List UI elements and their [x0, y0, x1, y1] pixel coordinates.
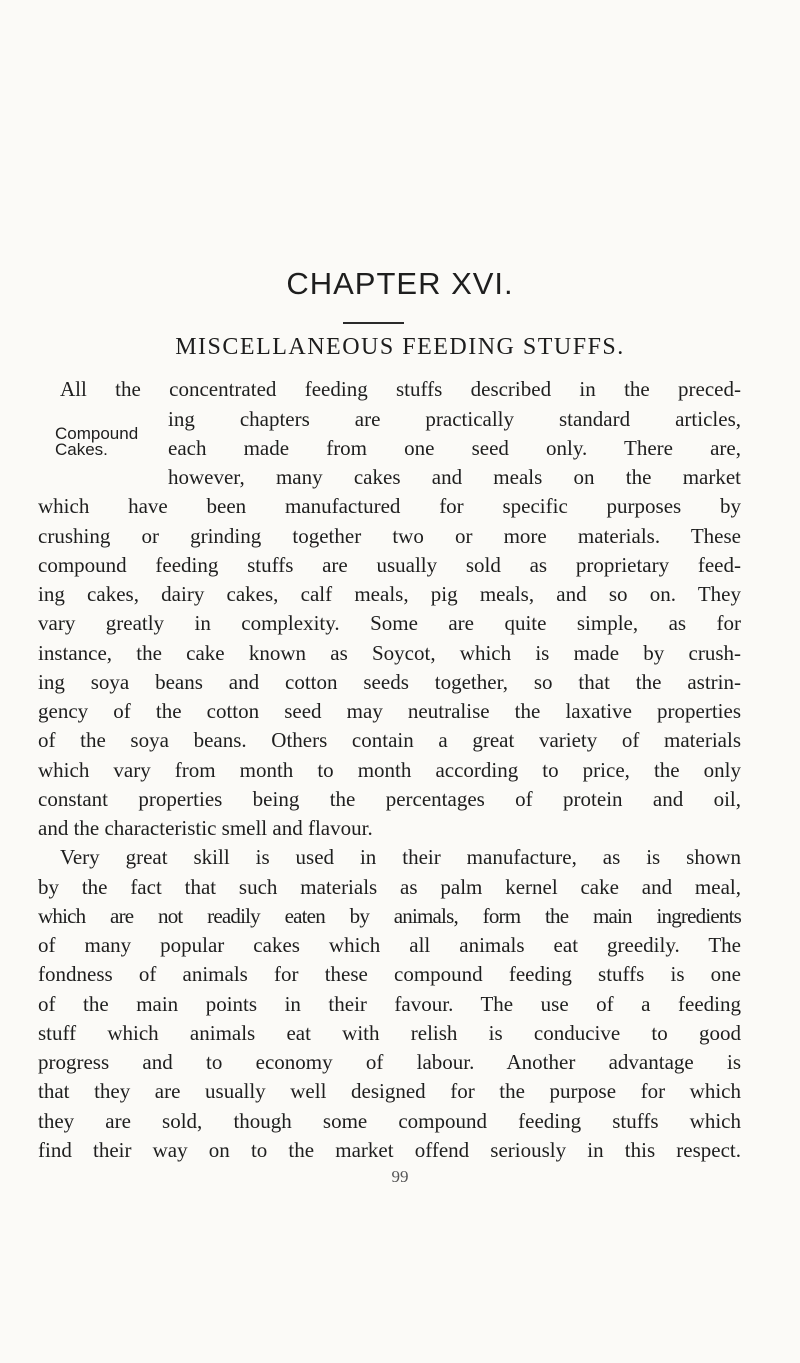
- margin-note-line: Compound: [55, 424, 139, 443]
- text-line: of the soya beans. Others contain a great variety of materials: [38, 728, 741, 752]
- text-line: by the fact that such materials as palm kernel cake and meal,: [38, 875, 741, 899]
- text-line: of the main points in their favour. The use of a feeding: [38, 992, 741, 1016]
- page-number: 99: [391, 1167, 409, 1186]
- text-line: which vary from month to month according to price, the only: [38, 758, 741, 782]
- text-line: of many popular cakes which all animals eat greedily. The: [38, 933, 741, 957]
- text-line: however, many cakes and meals on the market: [168, 465, 741, 489]
- margin-note-line: Cakes.: [55, 440, 108, 459]
- margin-note: [55, 426, 138, 458]
- text-line: each made from one seed only. There are,: [168, 436, 741, 460]
- text-line: which are not readily eaten by animals, form the main ingredients: [38, 904, 741, 928]
- text-line: which have been manufactured for specific purposes by: [38, 494, 741, 518]
- text-line: and the characteristic smell and flavour.: [38, 816, 373, 840]
- text-line: ing cakes, dairy cakes, calf meals, pig meals, and so on. They: [38, 582, 741, 606]
- text-line: stuff which animals eat with relish is conducive to good: [38, 1021, 741, 1045]
- text-line: they are sold, though some compound feeding stuffs which: [38, 1109, 741, 1133]
- text-line: gency of the cotton seed may neutralise the laxative properties: [38, 699, 741, 723]
- text-line: ing soya beans and cotton seeds together, so that the astrin-: [38, 670, 741, 694]
- text-line: compound feeding stuffs are usually sold as proprietary feed-: [38, 553, 741, 577]
- text-line: instance, the cake known as Soycot, which is made by crush-: [38, 641, 741, 665]
- text-line: All the concentrated feeding stuffs described in the preced-: [60, 377, 741, 401]
- text-line: Very great skill is used in their manufacture, as is shown: [60, 845, 741, 869]
- text-line: constant properties being the percentages of protein and oil,: [38, 787, 741, 811]
- text-line: fondness of animals for these compound feeding stuffs is one: [38, 962, 741, 986]
- heading-rule: [343, 322, 404, 324]
- chapter-title: MISCELLANEOUS FEEDING STUFFS.: [175, 334, 625, 360]
- chapter-heading: CHAPTER XVI.: [286, 266, 514, 301]
- text-line: vary greatly in complexity. Some are quite simple, as for: [38, 611, 741, 635]
- text-line: progress and to economy of labour. Another advantage is: [38, 1050, 741, 1074]
- text-line: crushing or grinding together two or more materials. These: [38, 524, 741, 548]
- text-line: ing chapters are practically standard articles,: [168, 407, 741, 431]
- text-line: that they are usually well designed for the purpose for which: [38, 1079, 741, 1103]
- text-line: find their way on to the market offend seriously in this respect.: [38, 1138, 741, 1162]
